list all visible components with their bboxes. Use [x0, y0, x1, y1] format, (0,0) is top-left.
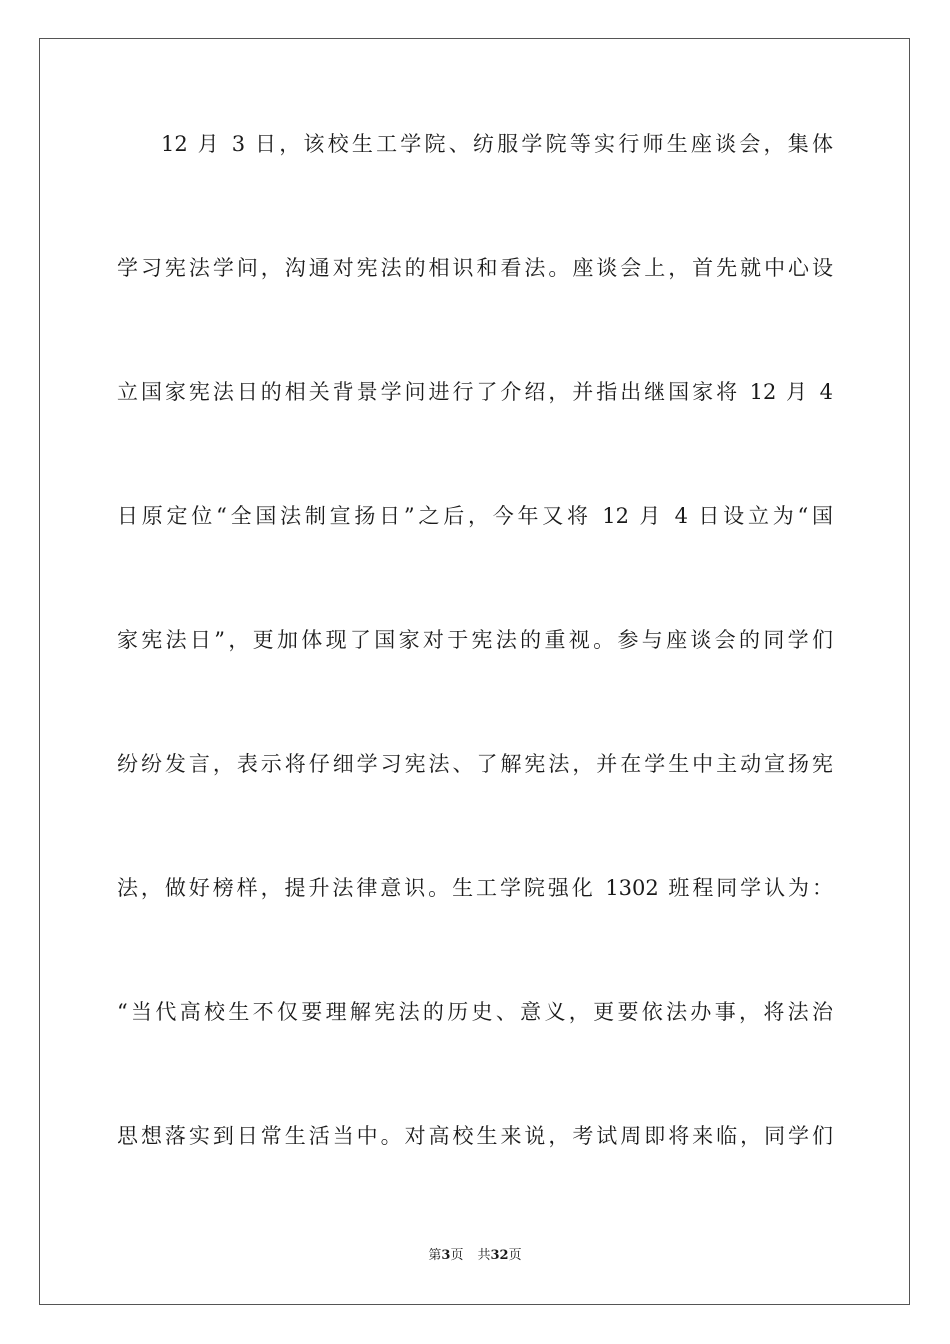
paragraph-line-6: 纷纷发言，表示将仔细学习宪法、了解宪法，并在学生中主动宣扬宪	[117, 752, 833, 776]
paragraph-line-1: 12 月 3 日，该校生工学院、纺服学院等实行师生座谈会，集体	[161, 132, 833, 156]
current-page-number: 3	[441, 1248, 451, 1263]
paragraph-line-5: 家宪法日”，更加体现了国家对于宪法的重视。参与座谈会的同学们	[117, 628, 833, 652]
total-page-count: 32	[490, 1248, 509, 1263]
paragraph-line-4: 日原定位“全国法制宣扬日”之后，今年又将 12 月 4 日设立为“国	[117, 504, 833, 528]
total-label-suffix: 页	[508, 1248, 522, 1263]
page-label-suffix: 页	[450, 1248, 464, 1263]
page-label-prefix: 第	[428, 1248, 442, 1263]
paragraph-line-7: 法，做好榜样，提升法律意识。生工学院强化 1302 班程同学认为：	[117, 876, 833, 900]
page-footer	[0, 1247, 950, 1265]
total-label-prefix: 共	[477, 1248, 491, 1263]
paragraph-line-2: 学习宪法学问，沟通对宪法的相识和看法。座谈会上，首先就中心设	[117, 256, 833, 280]
paragraph-line-8: “当代高校生不仅要理解宪法的历史、意义，更要依法办事，将法治	[117, 1000, 833, 1024]
paragraph-line-9: 思想落实到日常生活当中。对高校生来说，考试周即将来临，同学们	[117, 1124, 833, 1148]
document-body	[117, 124, 833, 1240]
paragraph-line-3: 立国家宪法日的相关背景学问进行了介绍，并指出继国家将 12 月 4	[117, 380, 833, 404]
